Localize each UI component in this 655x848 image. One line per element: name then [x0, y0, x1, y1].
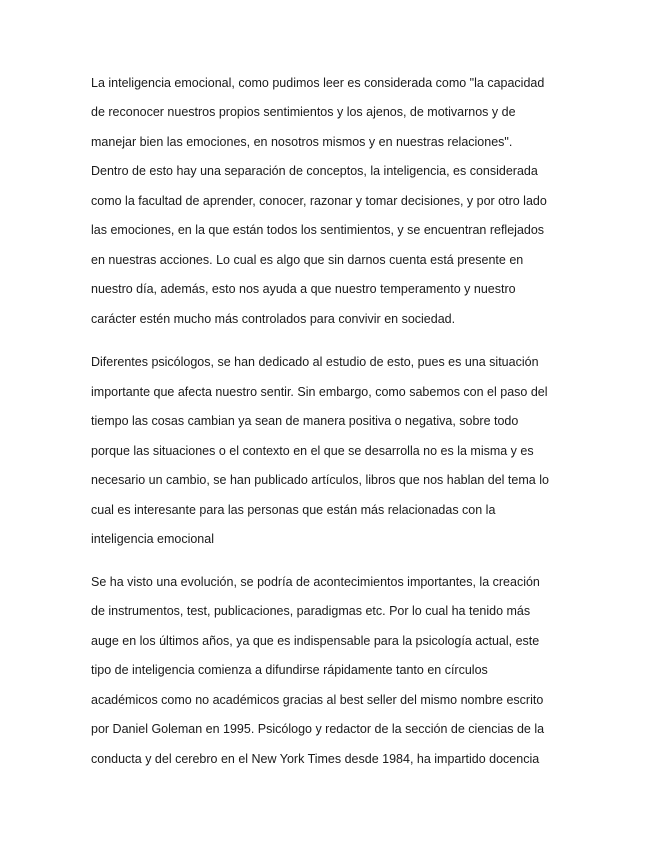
paragraph-3-line-7: conducta y del cerebro en el New York Times desde 1984, ha impartido docencia	[91, 752, 540, 766]
paragraph-3-line-3: auge en los últimos años, ya que es indispensable para la psicología actual, este	[91, 634, 540, 648]
paragraph-1-line-5: como la facultad de aprender, conocer, razonar y tomar decisiones, y por otro lado	[91, 194, 547, 208]
paragraph-2-line-2: importante que afecta nuestro sentir. Sin embargo, como sabemos con el paso del	[91, 385, 548, 399]
paragraph-1-line-6: las emociones, en la que están todos los sentimientos, y se encuentran reflejados	[91, 223, 545, 237]
paragraph-1-line-8: nuestro día, además, esto nos ayuda a que nuestro temperamento y nuestro	[91, 282, 516, 296]
paragraph-3-line-6: por Daniel Goleman en 1995. Psicólogo y redactor de la sección de ciencias de la	[91, 722, 545, 736]
paragraph-2-line-4: porque las situaciones o el contexto en el que se desarrolla no es la misma y es	[91, 444, 534, 458]
paragraph-3-line-2: de instrumentos, test, publicaciones, paradigmas etc. Por lo cual ha tenido más	[91, 604, 531, 618]
paragraph-1-line-2: de reconocer nuestros propios sentimientos y los ajenos, de motivarnos y de	[91, 105, 516, 119]
paragraph-3-line-4: tipo de inteligencia comienza a difundirse rápidamente tanto en círculos	[91, 663, 488, 677]
paragraph-3-line-1: Se ha visto una evolución, se podría de acontecimientos importantes, la creación	[91, 575, 540, 589]
paragraph-1-line-9: carácter estén mucho más controlados para convivir en sociedad.	[91, 312, 456, 326]
paragraph-2-line-7: inteligencia emocional	[91, 532, 214, 546]
paragraph-2-line-3: tiempo las cosas cambian ya sean de manera positiva o negativa, sobre todo	[91, 414, 519, 428]
paragraph-1-line-4: Dentro de esto hay una separación de conceptos, la inteligencia, es considerada	[91, 164, 538, 178]
paragraph-2-line-5: necesario un cambio, se han publicado artículos, libros que nos hablan del tema lo	[91, 473, 549, 487]
paragraph-3-line-5: académicos como no académicos gracias al best seller del mismo nombre escrito	[91, 693, 544, 707]
paragraph-1-line-7: en nuestras acciones. Lo cual es algo que sin darnos cuenta está presente en	[91, 253, 524, 267]
paragraph-1-line-3: manejar bien las emociones, en nosotros mismos y en nuestras relaciones".	[91, 135, 513, 149]
paragraph-1-line-1: La inteligencia emocional, como pudimos leer es considerada como "la capacidad	[91, 76, 545, 90]
paragraph-2-line-6: cual es interesante para las personas que están más relacionadas con la	[91, 503, 496, 517]
paragraph-2-line-1: Diferentes psicólogos, se han dedicado al estudio de esto, pues es una situación	[91, 355, 539, 369]
